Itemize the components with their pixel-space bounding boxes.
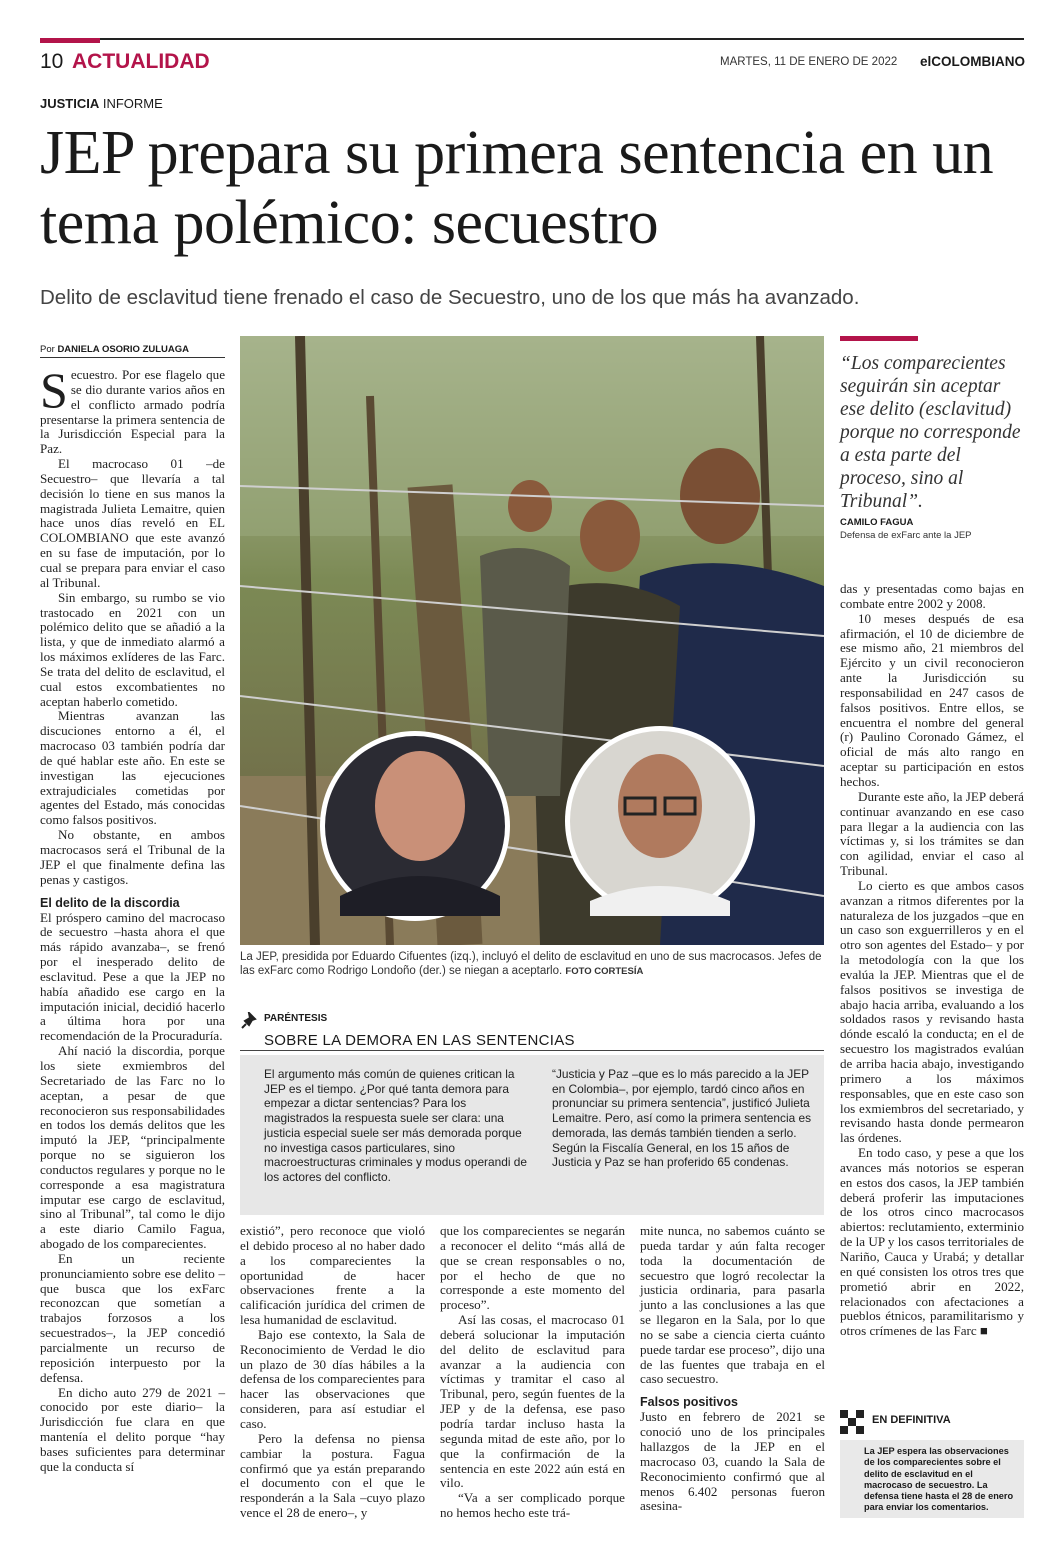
parentesis-label: PARÉNTESIS bbox=[264, 1013, 328, 1024]
parentesis-title: SOBRE LA DEMORA EN LAS SENTENCIAS bbox=[264, 1032, 575, 1049]
paragraph: 10 meses después de esa afirmación, el 10 de diciembre de ese mismo año, 21 miembros del Ejército y un civil reconocieron ante la Jurisdicción su responsabilidad en 247 casos de falsos positivos. Entre ellos, se encuentra el nombre del general (r) Paulino Coronado Gámez, el oficial de más alto rango en aceptar su participación en estos hechos. bbox=[840, 610, 1024, 789]
pullquote: “Los comparecientes seguirán sin aceptar ese delito (esclavitud) porque no corresponde a esta parte del proceso, sino al Tribunal”. bbox=[840, 353, 1021, 512]
pullquote-accent-bar bbox=[840, 336, 918, 341]
byline-author: DANIELA OSORIO ZULUAGA bbox=[57, 344, 190, 355]
photo-credit: FOTO CORTESÍA bbox=[565, 966, 644, 977]
paragraph: Justo en febrero de 2021 se conoció uno de los principales hallazgos de la JEP en el macrocaso 03, cuando la Sala de Reconocimiento confirmó que al menos 6.402 personas fueron asesina- bbox=[640, 1409, 825, 1514]
end-mark: ■ bbox=[980, 1323, 988, 1339]
section-accent-bar bbox=[40, 38, 100, 43]
parentesis-rule bbox=[240, 1050, 824, 1051]
byline-rule bbox=[40, 357, 225, 358]
byline bbox=[40, 344, 189, 355]
subheadline: Delito de esclavitud tiene frenado el caso de Secuestro, uno de los que más ha avanzado. bbox=[40, 286, 860, 309]
body-column-2 bbox=[240, 1224, 425, 1521]
drop-cap: S bbox=[40, 362, 68, 418]
paragraph: No obstante, en ambos macrocasos será el Tribunal de la JEP el que finalmente defina las penas y castigos. bbox=[40, 827, 225, 887]
main-photo bbox=[240, 336, 824, 945]
headline: JEP prepara su primera sentencia en un tema polémico: secuestro bbox=[40, 119, 994, 257]
newspaper-logo: elCOLOMBIANO bbox=[920, 54, 1026, 69]
paragraph: existió”, pero reconoce que violó el debido proceso al no haber dado a los comparecientes la oportunidad de hacer observaciones frente a la calificación jurídica del crimen de lesa humanidad de esclavitud. bbox=[240, 1223, 425, 1328]
byline-prefix: Por bbox=[40, 344, 55, 355]
top-rule bbox=[40, 38, 1024, 40]
page-number: 10 bbox=[40, 50, 64, 73]
subheading: Falsos positivos bbox=[640, 1395, 738, 1410]
photo-caption bbox=[240, 950, 824, 979]
pullquote-author: CAMILO FAGUA bbox=[840, 517, 914, 528]
body-column-4 bbox=[640, 1224, 825, 1514]
en-definitiva-text: La JEP espera las observaciones de los comparecientes sobre el delito de esclavitud en el macrocaso de secuestro. La defensa tiene hasta el 28 de enero para enviar los comentarios. bbox=[864, 1446, 1014, 1513]
paragraph: El próspero camino del macrocaso de secuestro –hasta ahora el que más rápido avanzaba–, se frenó por el inesperado delito de esclavitud. Pese a que la JEP no había añadido ese cargo en la imputación inicial, decidió hacerlo a última hora por una recomendación de la Procuraduría. bbox=[40, 909, 225, 1044]
en-definitiva-label: EN DEFINITIVA bbox=[872, 1414, 951, 1426]
paragraph: En dicho auto 279 de 2021 –conocido por este diario– la Jurisdicción fue clara en que mantenía el delito porque “hay bases suficientes para determinar que la conducta sí bbox=[40, 1384, 225, 1474]
parentesis-column-2: “Justicia y Paz –que es lo más parecido a la JEP en Colombia–, por ejemplo, tardó cinco años en pronunciar su primera sentencia”, justificó Julieta Lemaitre. Pero, así como la primera sentencia es demorada, las demás también tienden a serlo. Según la Fiscalía General, en los 15 años de Justicia y Paz se han proferido 65 condenas. bbox=[552, 1067, 812, 1170]
kicker bbox=[40, 96, 163, 111]
paragraph: Durante este año, la JEP deberá continuar avanzando en ese caso para llegar a la audiencia con las víctimas y, si los trámites se dan con agilidad, enviar el caso al Tribunal. bbox=[840, 788, 1024, 879]
paragraph: “Va a ser complicado porque no hemos hecho este trá- bbox=[440, 1490, 625, 1521]
checkered-icon bbox=[840, 1410, 864, 1434]
body-column-1 bbox=[40, 362, 225, 1475]
paragraph: Lo cierto es que ambos casos avanzan a ritmos diferentes por la naturaleza de los juzgados –que en un caso son exguerrilleros y en el otro son agentes del Estado– y por la metodología con la que los evalúa la JEP. Mientras que el de falsos positivos se investiga de abajo hacia arriba, evaluando a los soldados rasos y revisando hasta dónde escaló la conducta; en el de secuestro los magistrados evalúan de arriba hacia abajo, investigando primero a los máximos responsables, que en este caso son los exmiembros del secretariado, y revisando hasta donde permearon las órdenes. bbox=[840, 877, 1024, 1146]
paragraph: Mientras avanzan las discuciones entorno a él, el macrocaso 03 también podría dar de qué hablar este año. En este se investigan las ejecuciones extrajudiciales cometidas por agentes del Estado, más conocidas como falsos positivos. bbox=[40, 708, 225, 828]
paragraph: Bajo ese contexto, la Sala de Reconocimiento de Verdad le dio un plazo de 30 días hábiles a la defensa de los comparecientes para hacer las observaciones que consideren, para así estudiar el caso. bbox=[240, 1326, 425, 1431]
paragraph: En un reciente pronunciamiento sobre ese delito –que busca que los exFarc reconozcan que sometían a trabajos forzosos a los secuestrados–, la JEP concedió parcialmente un recurso de reposición interpuesto por la defensa. bbox=[40, 1250, 225, 1385]
section-name: ACTUALIDAD bbox=[72, 50, 210, 73]
kicker-type: INFORME bbox=[102, 96, 163, 111]
parentesis-column-1: El argumento más común de quienes critican la JEP es el tiempo. ¿Por qué tanta demora para empezar a dictar sentencias? Para los magistrados la respuesta suele ser clara: una justicia especial suele ser más demorada porque no investiga casos particulares, sino macroestructuras criminales y modus operandi de los actores del conflicto. bbox=[264, 1067, 528, 1184]
paragraph: das y presentadas como bajas en combate entre 2002 y 2008. bbox=[840, 581, 1024, 611]
kicker-topic: JUSTICIA bbox=[40, 96, 100, 111]
photo-illustration bbox=[240, 336, 824, 945]
caption-text: La JEP, presidida por Eduardo Cifuentes (izq.), incluyó el delito de esclavitud en uno de sus macrocasos. Jefes de las exFarc como Rodrigo Londoño (der.) se niegan a aceptarlo. bbox=[240, 951, 822, 977]
body-column-3 bbox=[440, 1224, 625, 1521]
paragraph: En todo caso, y pese a que los avances más notorios se esperan en estos dos casos, la JEP también deberá proferir las imputaciones de los otros cinco macrocasos abiertos: reclutamiento, exterminio de la UP y los casos territoriales de Nariño, Cauca y Urabá; y detallar en qué consisten los otros tres que prometió abrir en 2022, relacionados con afectaciones a pueblos étnicos, paramilitarismo y otros crímenes de las Farc ■ bbox=[840, 1145, 1024, 1339]
paragraph: El macrocaso 01 –de Secuestro– que llevaría a tal decisión lo tiene en sus manos la magistrada Julieta Lemaitre, quien hace unos días reveló en EL COLOMBIANO que este avanzó en su fase de imputación, por lo cual se prepara para enviar el caso al Tribunal. bbox=[40, 456, 225, 590]
paragraph: mite nunca, no sabemos cuánto se pueda tardar y aún falta recoger toda la documentación de secuestro que logró recolectar la justicia ordinaria, para pasarla junto a las conclusiones a las que se llegaron en la Sala, por lo que no se sabe a ciencia cierta cuánto puede tardar ese proceso”, dijo una de las fuentes que trabaja en el caso secuestro. bbox=[640, 1223, 825, 1387]
body-column-5 bbox=[840, 582, 1024, 1339]
paragraph: Sin embargo, su rumbo se vio trastocado en 2021 con un polémico delito que se añadió a la lista, y que de inmediato alarmó a los máximos exlíderes de las Farc. Se trata del delito de esclavitud, el cual estos excombatientes no aceptan haberlo cometido. bbox=[40, 589, 225, 709]
paragraph: Pero la defensa no piensa cambiar la postura. Fagua confirmó que ya están preparando el documento con el que le responderán a la Sala –cuyo plazo vence el 28 de enero–, y bbox=[240, 1430, 425, 1521]
paragraph: Ahí nació la discordia, porque los siete exmiembros del Secretariado de las Farc no lo aceptan, a pesar de que reconocieron sus responsabilidades en todos los demás delitos que les imputó la JEP, “principalmente porque no se siguieron los conductos regulares y porque no le corresponde a esa magistratura imputar ese cargo de esclavitud, sino al Tribunal”, tal como le dijo a este diario Camilo Fagua, abogado de los comparecientes. bbox=[40, 1043, 225, 1252]
pushpin-icon bbox=[240, 1012, 258, 1030]
paragraph: Así las cosas, el macrocaso 01 deberá solucionar la imputación del delito de esclavitud para avanzar a la audiencia con víctimas y tramitar el caso al Tribunal, pero, según fuentes de la JEP y de la defensa, ese paso podría tardar incluso hasta la segunda mitad de este año, por lo que la confirmación de la sentencia en este 2022 aún está en vilo. bbox=[440, 1312, 625, 1491]
subheading: El delito de la discordia bbox=[40, 895, 180, 910]
paragraph: Secuestro. Por ese flagelo que se dio durante varios años en el conflicto armado podría presentarse la primera sentencia de la Jurisdicción Especial para la Paz. bbox=[40, 362, 225, 457]
issue-date: MARTES, 11 DE ENERO DE 2022 bbox=[720, 56, 898, 68]
pullquote-role: Defensa de exFarc ante la JEP bbox=[840, 530, 972, 541]
paragraph: que los comparecientes se negarán a reconocer el delito “más allá de que se crean responsables o no, por el hecho de que no corresponde a este momento del proceso”. bbox=[440, 1223, 625, 1313]
